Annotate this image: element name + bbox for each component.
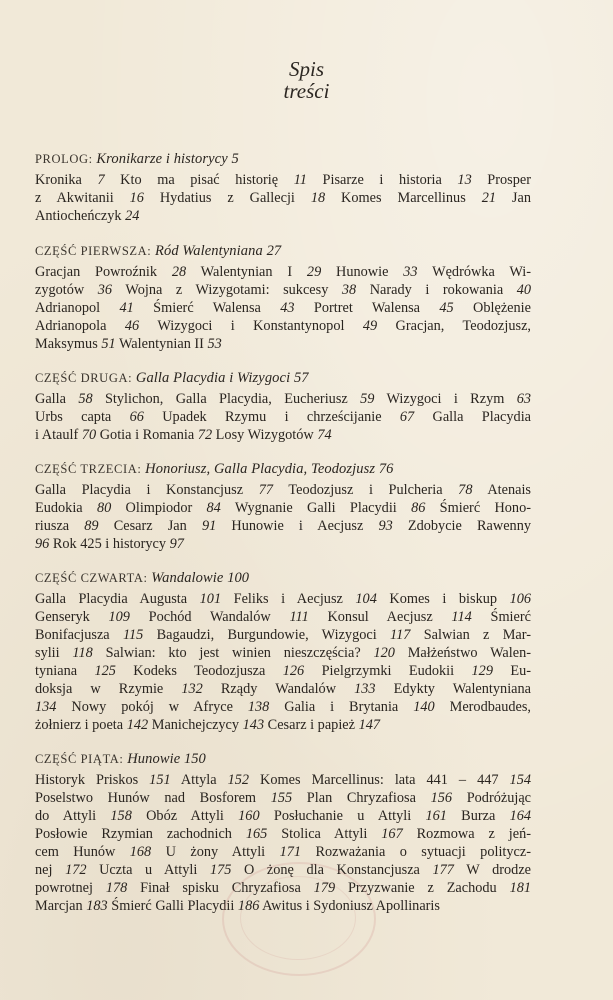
toc-line: do Attyli 158 Obóz Attyli 160 Posłuchanie u Attyli 161 Burza 164 — [35, 808, 531, 824]
section-heading — [35, 569, 531, 587]
entry-page-number: 70 — [81, 427, 97, 443]
entry-page-number: 126 — [282, 663, 305, 679]
entry-page-number: 33 — [403, 264, 418, 280]
entry-page-number: 143 — [242, 717, 265, 733]
entry-page-number: 132 — [181, 681, 203, 697]
section-page-number: 100 — [227, 570, 249, 586]
entry-page-number: 152 — [227, 772, 250, 788]
toc-line: Urbs capta 66 Upadek Rzymu i chrześcijanie 67 Galla Placydia — [35, 409, 531, 425]
page-title-line-2: treści — [283, 79, 330, 103]
entry-page-number: 154 — [509, 772, 531, 788]
entry-page-number: 97 — [169, 536, 184, 552]
entry-page-number: 43 — [280, 300, 295, 316]
entry-page-number: 59 — [360, 391, 375, 407]
section-heading — [35, 242, 531, 260]
entry-page-number: 115 — [122, 627, 144, 643]
toc-line: z Akwitanii 16 Hydatius z Gallecji 18 Komes Marcellinus 21 Jan — [35, 190, 531, 206]
toc-line: Galla Placydia Augusta 101 Feliks i Aecjusz 104 Komes i biskup 106 — [35, 591, 531, 607]
toc-line: Historyk Priskos 151 Attyla 152 Komes Marcellinus: lata 441 – 447 154 — [35, 772, 531, 788]
toc-line: sylii 118 Salwian: kto jest winien nieszczęścia? 120 Małżeństwo Walen- — [35, 645, 531, 661]
section-title: Hunowie — [127, 751, 181, 767]
toc-line: Marcjan 183 Śmierć Galli Placydii 186 Awitus i Sydoniusz Apollinaris — [35, 898, 440, 914]
entry-page-number: 36 — [97, 282, 113, 298]
entry-page-number: 104 — [355, 591, 377, 607]
toc-line: 96 Rok 425 i historycy 97 — [35, 536, 184, 552]
entry-page-number: 171 — [279, 844, 302, 860]
toc-line: Genseryk 109 Pochód Wandalów 111 Konsul Aecjusz 114 Śmierć — [35, 609, 531, 625]
entry-page-number: 158 — [110, 808, 132, 824]
entry-page-number: 111 — [289, 609, 309, 625]
entry-page-number: 147 — [358, 717, 381, 733]
section-page-number: 57 — [293, 370, 309, 386]
entry-page-number: 114 — [451, 609, 472, 625]
entry-page-number: 18 — [310, 190, 326, 206]
entry-page-number: 186 — [237, 898, 260, 914]
entry-page-number: 11 — [293, 172, 307, 188]
entry-page-number: 86 — [411, 500, 426, 516]
entry-page-number: 91 — [201, 518, 217, 534]
toc-line: Bonifacjusza 115 Bagaudzi, Burgundowie, Wizygoci 117 Salwian z Mar- — [35, 627, 531, 643]
entry-page-number: 155 — [270, 790, 293, 806]
toc-line: 134 Nowy pokój w Afryce 138 Galia i Brytania 140 Merodbaudes, — [35, 699, 531, 715]
section-label: CZĘŚĆ CZWARTA: — [35, 571, 152, 585]
entry-page-number: 134 — [35, 699, 57, 715]
section-page-number: 150 — [184, 751, 206, 767]
entry-page-number: 106 — [509, 591, 531, 607]
toc-line: żołnierz i poeta 142 Manichejczycy 143 Cesarz i papież 147 — [35, 717, 381, 733]
section-title: Galla Placydia i Wizygoci — [135, 370, 291, 386]
entry-page-number: 38 — [341, 282, 357, 298]
entry-page-number: 84 — [206, 500, 221, 516]
entry-page-number: 72 — [197, 427, 213, 443]
entry-page-number: 16 — [129, 190, 144, 206]
section-page-number: 76 — [378, 461, 394, 477]
entry-page-number: 117 — [390, 627, 411, 643]
toc-line: Poselstwo Hunów nad Bosforem 155 Plan Chryzafiosa 156 Podróżując — [35, 790, 531, 806]
toc-section — [35, 369, 531, 444]
entry-page-number: 181 — [509, 880, 531, 896]
entry-page-number: 29 — [306, 264, 322, 280]
toc-line: i Ataulf 70 Gotia i Romania 72 Losy Wizygotów 74 — [35, 427, 332, 443]
entry-page-number: 63 — [516, 391, 531, 407]
entry-page-number: 165 — [245, 826, 268, 842]
section-label: CZĘŚĆ PIĄTA: — [35, 752, 128, 766]
entry-page-number: 118 — [72, 645, 93, 661]
toc-line: Kronika 7 Kto ma pisać historię 11 Pisarze i historia 13 Prosper — [35, 172, 531, 188]
table-of-contents — [35, 150, 531, 931]
entry-page-number: 172 — [65, 862, 87, 878]
entry-page-number: 156 — [430, 790, 453, 806]
section-heading — [35, 750, 531, 768]
toc-line: Galla 58 Stylichon, Galla Placydia, Eucheriusz 59 Wizygoci i Rzym 63 — [35, 391, 531, 407]
toc-line: zygotów 36 Wojna z Wizygotami: sukcesy 38 Narady i rokowania 40 — [35, 282, 531, 298]
entry-page-number: 142 — [126, 717, 149, 733]
toc-line: Maksymus 51 Walentynian II 53 — [35, 336, 222, 352]
section-title: Ród Walentyniana — [155, 243, 263, 259]
entry-page-number: 167 — [381, 826, 403, 842]
toc-line: Eudokia 80 Olimpiodor 84 Wygnanie Galli Placydii 86 Śmierć Hono- — [35, 500, 531, 516]
entry-page-number: 80 — [96, 500, 112, 516]
toc-line: Posłowie Rzymian zachodnich 165 Stolica Attyli 167 Rozmowa z jeń- — [35, 826, 531, 842]
toc-line: Galla Placydia i Konstancjusz 77 Teodozjusz i Pulcheria 78 Atenais — [35, 482, 531, 498]
toc-line: nej 172 Uczta u Attyli 175 O żonę dla Konstancjusza 177 W drodze — [35, 862, 531, 878]
entry-page-number: 24 — [125, 208, 140, 224]
entry-page-number: 89 — [84, 518, 99, 534]
entry-page-number: 66 — [129, 409, 144, 425]
toc-line: cem Hunów 168 U żony Attyli 171 Rozważania o sytuacji politycz- — [35, 844, 531, 860]
section-heading — [35, 369, 531, 387]
toc-line: Adrianopola 46 Wizygoci i Konstantynopol 49 Gracjan, Teodozjusz, — [35, 318, 531, 334]
section-label: PROLOG: — [35, 152, 97, 166]
page-title-line-1: Spis — [288, 57, 324, 81]
toc-section — [35, 750, 531, 915]
entry-page-number: 129 — [471, 663, 493, 679]
entry-page-number: 74 — [317, 427, 332, 443]
section-heading — [35, 460, 531, 478]
entry-page-number: 133 — [354, 681, 376, 697]
entry-page-number: 120 — [373, 645, 395, 661]
entry-page-number: 183 — [86, 898, 108, 914]
section-title: Kronikarze i historycy — [96, 151, 228, 167]
toc-line: powrotnej 178 Finał spisku Chryzafiosa 179 Przyzwanie z Zachodu 181 — [35, 880, 531, 896]
entry-page-number: 101 — [199, 591, 222, 607]
entry-page-number: 51 — [101, 336, 116, 352]
entry-page-number: 78 — [458, 482, 473, 498]
entry-page-number: 138 — [247, 699, 270, 715]
entry-page-number: 13 — [457, 172, 472, 188]
entry-page-number: 21 — [481, 190, 496, 206]
entry-page-number: 161 — [425, 808, 447, 824]
entry-page-number: 53 — [207, 336, 222, 352]
entry-page-number: 7 — [97, 172, 105, 188]
entry-page-number: 93 — [378, 518, 393, 534]
section-page-number: 5 — [231, 151, 239, 167]
entry-page-number: 96 — [35, 536, 50, 552]
entry-page-number: 46 — [124, 318, 140, 334]
toc-line: tyniana 125 Kodeks Teodozjusza 126 Pielgrzymki Eudokii 129 Eu- — [35, 663, 531, 679]
toc-line: Adrianopol 41 Śmierć Walensa 43 Portret Walensa 45 Oblężenie — [35, 300, 531, 316]
entry-page-number: 109 — [108, 609, 130, 625]
entry-page-number: 160 — [238, 808, 260, 824]
toc-section — [35, 460, 531, 553]
entry-page-number: 175 — [209, 862, 232, 878]
toc-line: Gracjan Powroźnik 28 Walentynian I 29 Hunowie 33 Wędrówka Wi- — [35, 264, 531, 280]
entry-page-number: 28 — [171, 264, 187, 280]
entry-page-number: 140 — [413, 699, 435, 715]
section-label: CZĘŚĆ PIERWSZA: — [35, 244, 156, 258]
section-title: Wandalowie — [151, 570, 224, 586]
entry-page-number: 40 — [516, 282, 531, 298]
entry-page-number: 178 — [105, 880, 128, 896]
entry-page-number: 164 — [509, 808, 531, 824]
toc-section — [35, 150, 531, 225]
entry-page-number: 168 — [129, 844, 152, 860]
entry-page-number: 41 — [119, 300, 134, 316]
section-label: CZĘŚĆ DRUGA: — [35, 371, 136, 385]
entry-page-number: 177 — [432, 862, 454, 878]
toc-line: Antiocheńczyk 24 — [35, 208, 140, 224]
entry-page-number: 49 — [362, 318, 378, 334]
entry-page-number: 58 — [78, 391, 93, 407]
toc-line: doksja w Rzymie 132 Rządy Wandalów 133 Edykty Walentyniana — [35, 681, 531, 697]
section-title: Honoriusz, Galla Placydia, Teodozjusz — [145, 461, 376, 477]
section-page-number: 27 — [266, 243, 282, 259]
entry-page-number: 125 — [94, 663, 116, 679]
entry-page-number: 151 — [149, 772, 171, 788]
toc-line: riusza 89 Cesarz Jan 91 Hunowie i Aecjusz 93 Zdobycie Rawenny — [35, 518, 531, 534]
toc-section — [35, 569, 531, 734]
toc-section — [35, 242, 531, 353]
entry-page-number: 45 — [439, 300, 454, 316]
entry-page-number: 77 — [258, 482, 274, 498]
section-label: CZĘŚĆ TRZECIA: — [35, 462, 146, 476]
entry-page-number: 179 — [313, 880, 336, 896]
entry-page-number: 67 — [399, 409, 415, 425]
section-heading — [35, 150, 531, 168]
